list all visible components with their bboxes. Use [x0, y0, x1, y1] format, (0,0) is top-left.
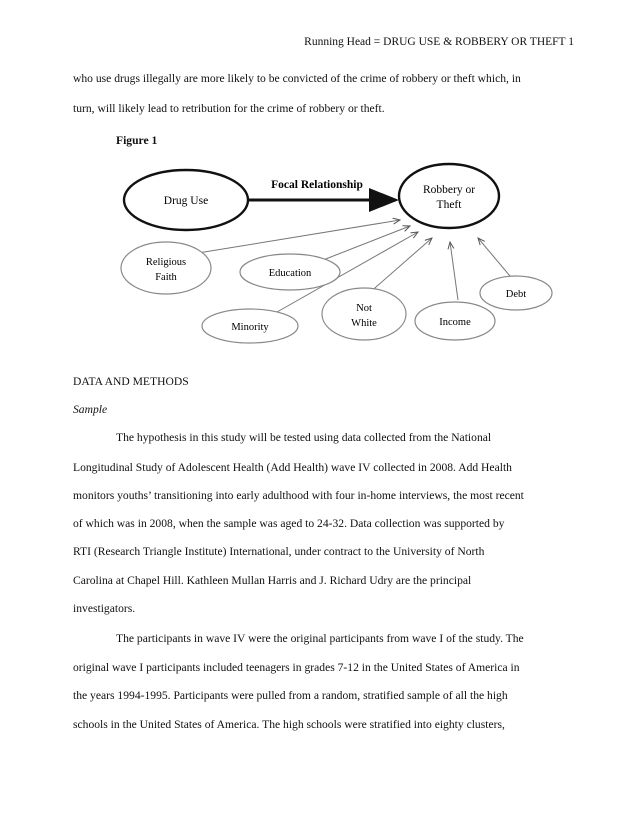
- paragraph1-line-5: RTI (Research Triangle Institute) International, under contract to the University of North: [73, 545, 485, 558]
- religious-faith-node: [121, 242, 211, 294]
- arrow-debt: [478, 238, 510, 276]
- paragraph1-line-1: The hypothesis in this study will be tested using data collected from the National: [116, 431, 492, 444]
- arrow-income: [450, 242, 458, 300]
- debt-label: Debt: [505, 289, 527, 300]
- paragraph2-line-1: The participants in wave IV were the original participants from wave I of the study. The: [116, 632, 524, 645]
- robbery-theft-label-line-1: Robbery or: [422, 184, 476, 196]
- religious-faith-label-line-1: Religious: [145, 257, 187, 268]
- robbery-theft-label-line-2: Theft: [436, 199, 462, 211]
- paragraph2-line-2: original wave I participants included teenagers in grades 7-12 in the United States of America in: [73, 661, 520, 674]
- not-white-node: [322, 288, 406, 340]
- paragraph1-line-7: investigators.: [73, 602, 136, 615]
- paragraph1-line-6: Carolina at Chapel Hill. Kathleen Mullan Harris and J. Richard Udry are the principal: [73, 574, 472, 587]
- religious-faith-label-line-2: Faith: [155, 272, 177, 283]
- drug-use-label: Drug Use: [163, 195, 209, 207]
- paragraph2-line-3: the years 1994-1995. Participants were pulled from a random, stratified sample of all the high: [73, 689, 508, 702]
- income-label: Income: [439, 317, 471, 328]
- arrow-not-white: [368, 238, 432, 294]
- education-label: Education: [268, 268, 312, 279]
- section-subtitle: Sample: [73, 403, 108, 416]
- paragraph1-line-4: of which was in 2008, when the sample was aged to 24-32. Data collection was supported by: [73, 517, 505, 530]
- not-white-label-line-1: Not: [356, 303, 372, 314]
- robbery-theft-node: [399, 164, 499, 228]
- focal-relationship-label: Focal Relationship: [271, 179, 363, 191]
- figure-label: Figure 1: [116, 134, 158, 147]
- minority-label: Minority: [231, 322, 269, 333]
- section-title: DATA AND METHODS: [73, 375, 189, 388]
- running-head: Running Head = DRUG USE & ROBBERY OR THEFT 1: [304, 36, 574, 48]
- paragraph2-line-4: schools in the United States of America. The high schools were stratified into eighty clusters,: [73, 718, 505, 731]
- intro-line-1: who use drugs illegally are more likely to be convicted of the crime of robbery or theft which, in: [73, 72, 521, 85]
- intro-line-2: turn, will likely lead to retribution for the crime of robbery or theft.: [73, 102, 385, 115]
- paragraph1-line-2: Longitudinal Study of Adolescent Health (Add Health) wave IV collected in 2008. Add Health: [73, 461, 512, 474]
- paragraph1-line-3: monitors youths’ transitioning into early adulthood with four in-home interviews, the most recent: [73, 489, 524, 502]
- not-white-label-line-2: White: [351, 318, 377, 329]
